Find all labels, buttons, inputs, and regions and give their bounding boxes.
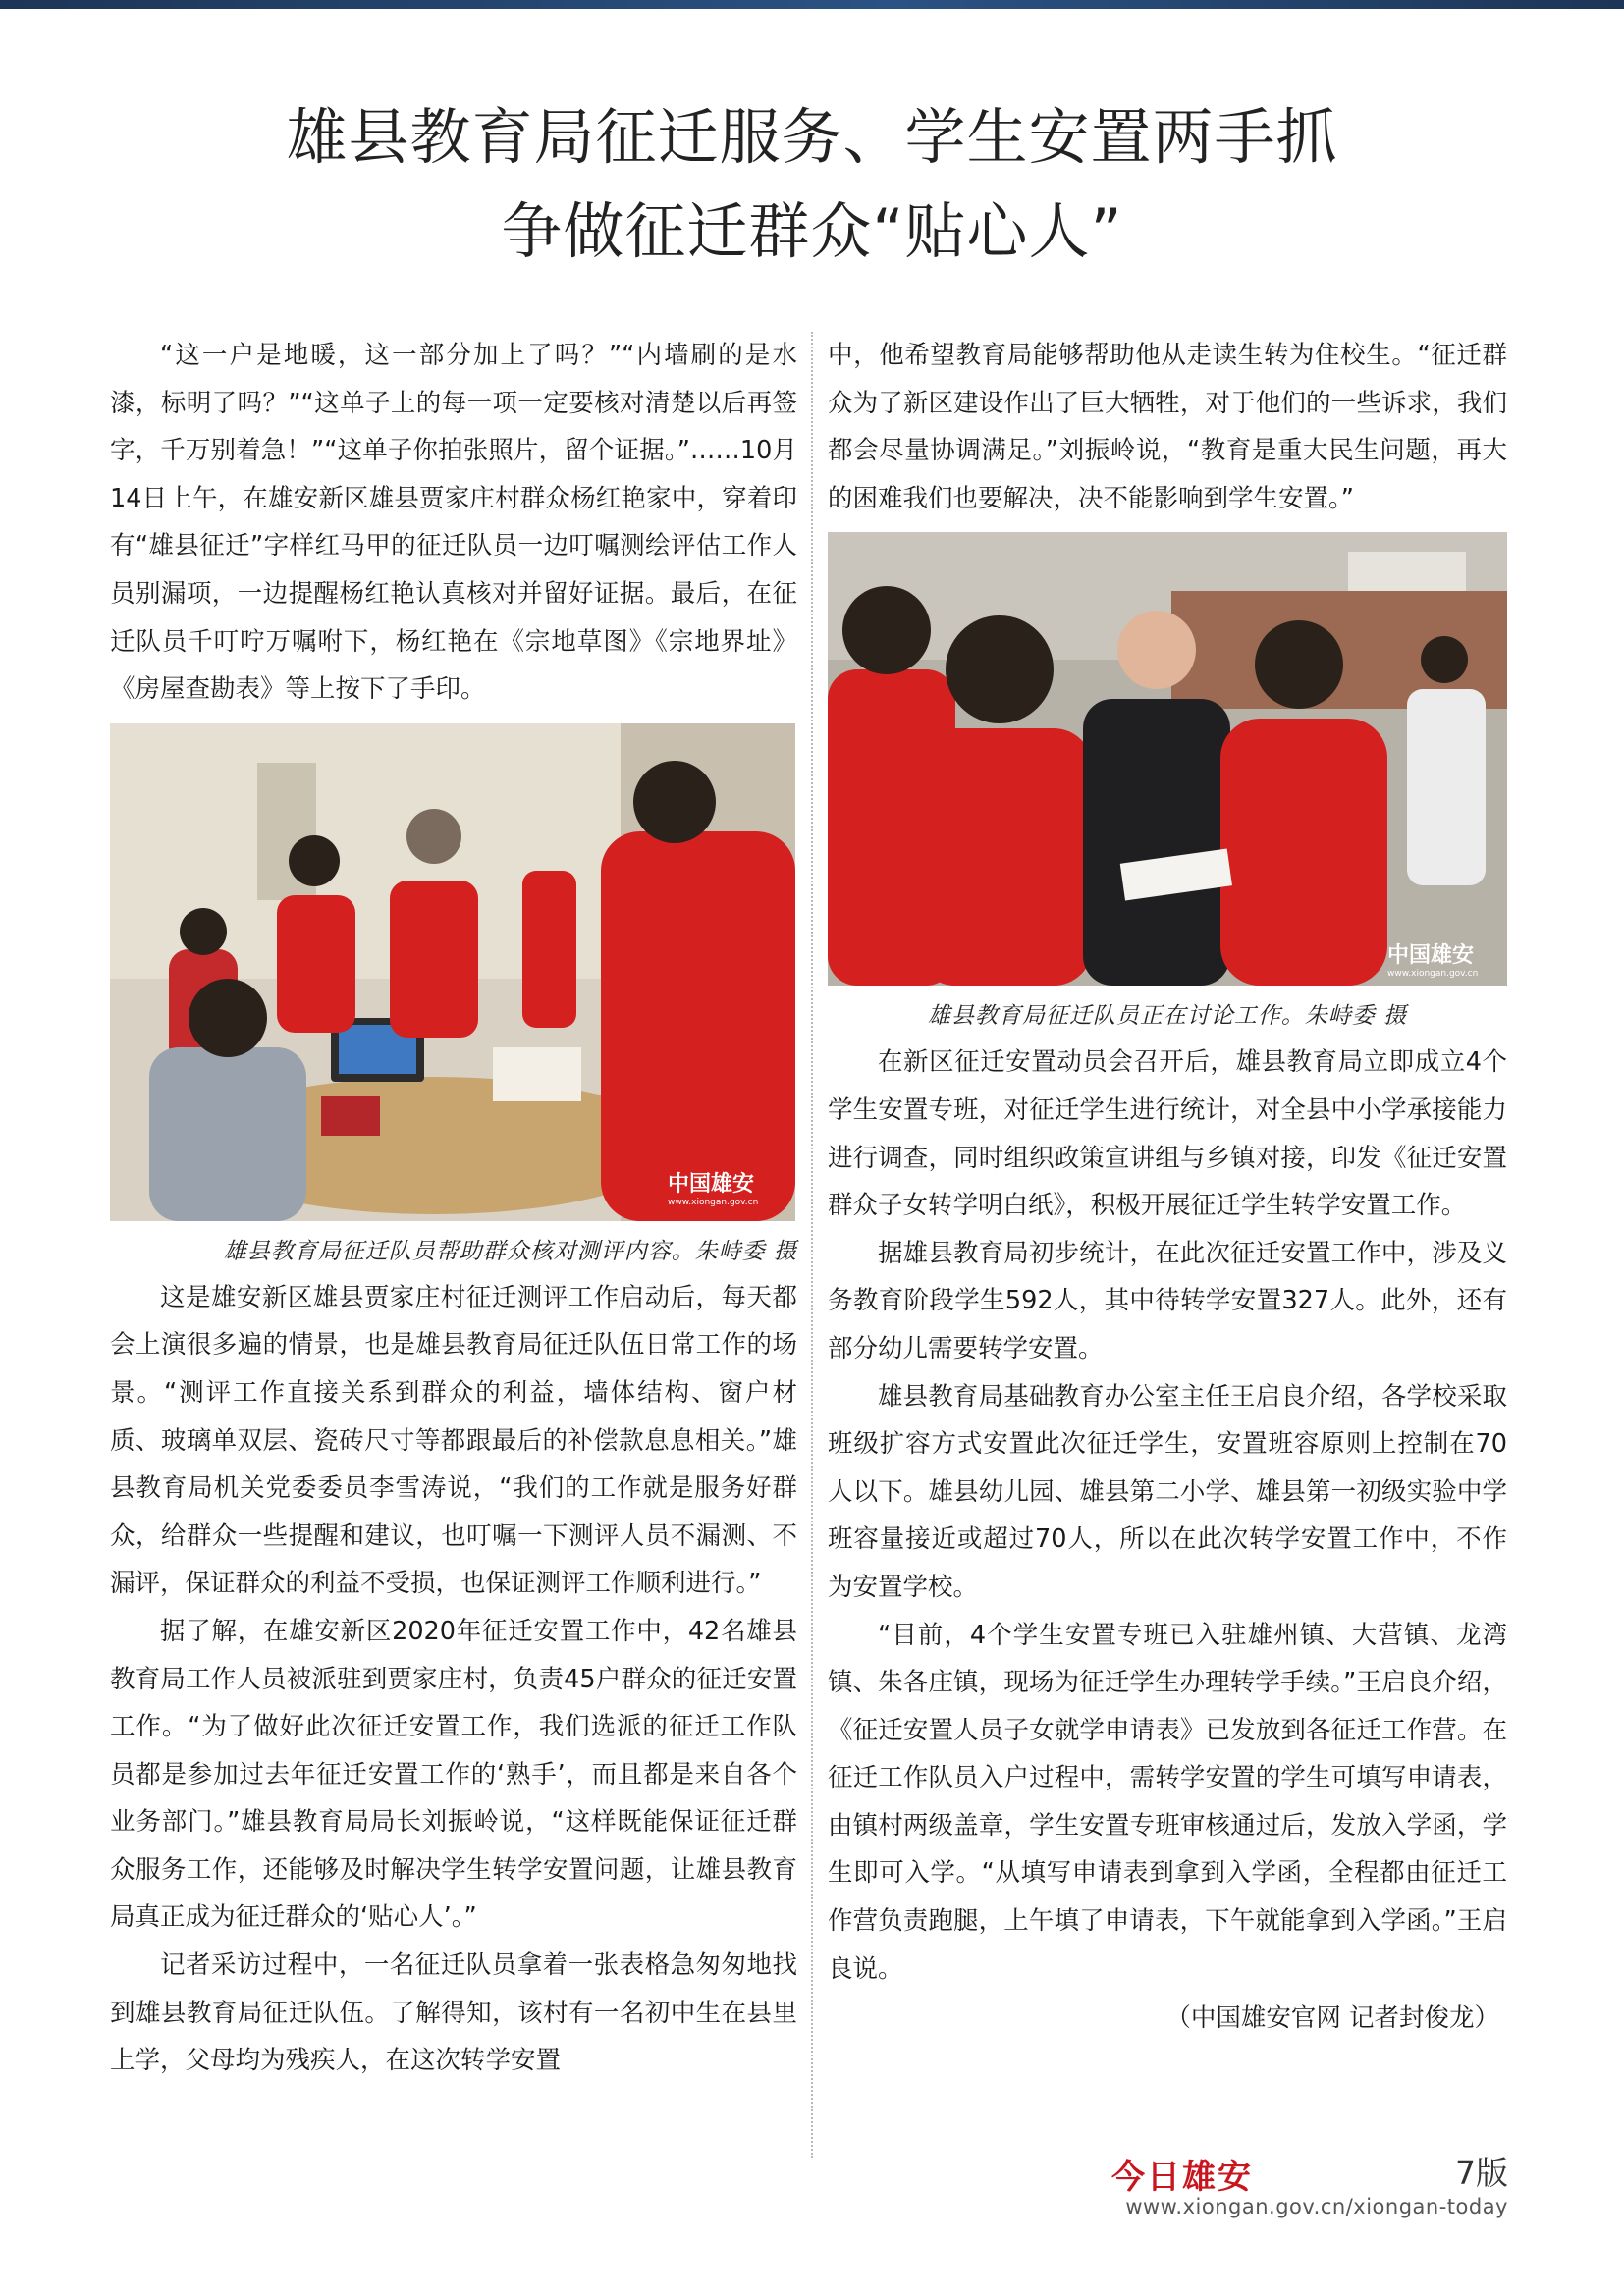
- left-column: [110, 332, 797, 2085]
- paragraph: 中，他希望教育局能够帮助他从走读生转为住校生。“征迁群众为了新区建设作出了巨大牺牲，对于他们的一些诉求，我们都会尽量协调满足。”刘振岭说，“教育是重大民生问题，再大的困难我们也要解决，决不能影响到学生安置。”: [828, 341, 1507, 513]
- title-line-2: 争做征迁群众“贴心人”: [501, 195, 1123, 267]
- footer-url: www.xiongan.gov.cn/xiongan-today: [1125, 2195, 1508, 2218]
- paragraph: “这一户是地暖，这一部分加上了吗？”“内墙刷的是水漆，标明了吗？”“这单子上的每一项一定要核对清楚以后再签字，千万别着急！”“这单子你拍张照片，留个证据。”……10月14日上午，在雄安新区雄县贾家庄村群众杨红艳家中，穿着印有“雄县征迁”字样红马甲的征迁队员一边叮嘱测绘评估工作人员别漏项，一边提醒杨红艳认真核对并留好证据。最后，在征迁队员千叮咛万嘱咐下，杨红艳在《宗地草图》《宗地界址》《房屋查勘表》等上按下了手印。: [110, 341, 797, 705]
- photo-caption: 雄县教育局征迁队员帮助群众核对测评内容。朱峙委 摄: [223, 1238, 797, 1264]
- paragraph: 据了解，在雄安新区2020年征迁安置工作中，42名雄县教育局工作人员被派驻到贾家庄村，负责45户群众的征迁安置工作。“为了做好此次征迁安置工作，我们选派的征迁工作队员都是参加过去年征迁安置工作的‘熟手’，而且都是来自各个业务部门。”雄县教育局局长刘振岭说，“这样既能保证征迁群众服务工作，还能够及时解决学生转学安置问题，让雄县教育局真正成为征迁群众的‘贴心人’。”: [110, 1616, 797, 1933]
- page-number: 7版: [1455, 2154, 1508, 2192]
- paragraph: “目前，4个学生安置专班已入驻雄州镇、大营镇、龙湾镇、朱各庄镇，现场为征迁学生办理转学手续。”王启良介绍，《征迁安置人员子女就学申请表》已发放到各征迁工作营。在征迁工作队员入户过程中，需转学安置的学生可填写申请表，由镇村两级盖章，学生安置专班审核通过后，发放入学函，学生即可入学。“从填写申请表到拿到入学函，全程都由征迁工作营负责跑腿，上午填了申请表，下午就能拿到入学函。”王启良说。: [828, 1620, 1507, 1984]
- watermark-logo: 中国雄安 www.xiongan.gov.cn: [1387, 942, 1479, 980]
- photo-caption: 雄县教育局征迁队员正在讨论工作。朱峙委 摄: [927, 1003, 1408, 1030]
- watermark-logo: 中国雄安 www.xiongan.gov.cn: [668, 1170, 759, 1207]
- top-color-bar: [0, 0, 1624, 9]
- paragraph: 在新区征迁安置动员会召开后，雄县教育局立即成立4个学生安置专班，对征迁学生进行统计，对全县中小学承接能力进行调查，同时组织政策宣讲组与乡镇对接，印发《征迁安置群众子女转学明白纸》，积极开展征迁学生转学安置工作。: [828, 1047, 1507, 1221]
- photo-illustration: [828, 532, 1507, 986]
- paragraph: 据雄县教育局初步统计，在此次征迁安置工作中，涉及义务教育阶段学生592人，其中待转学安置327人。此外，还有部分幼儿需要转学安置。: [828, 1238, 1507, 1363]
- paragraph: 这是雄安新区雄县贾家庄村征迁测评工作启动后，每天都会上演很多遍的情景，也是雄县教育局征迁队伍日常工作的场景。“测评工作直接关系到群众的利益，墙体结构、窗户材质、玻璃单双层、瓷砖尺寸等都跟最后的补偿款息息相关。”雄县教育局机关党委委员李雪涛说，“我们的工作就是服务好群众，给群众一些提醒和建议，也叮嘱一下测评人员不漏测、不漏评，保证群众的利益不受损，也保证测评工作顺利进行。”: [110, 1282, 797, 1599]
- photo-discussing-work: [828, 532, 1507, 986]
- article-title: [0, 90, 1624, 279]
- paragraph: 记者采访过程中，一名征迁队员拿着一张表格急匆匆地找到雄县教育局征迁队伍。了解得知，该村有一名初中生在县里上学，父母均为残疾人，在这次转学安置: [110, 1950, 797, 2076]
- photo-illustration: [110, 723, 795, 1221]
- footer-brand-logo: 今日雄安: [1111, 2158, 1253, 2197]
- right-column: [828, 332, 1507, 2043]
- photo-verifying-contents: [110, 723, 795, 1221]
- title-line-1: 雄县教育局征迁服务、学生安置两手抓: [286, 101, 1338, 173]
- column-divider: [811, 332, 813, 2158]
- byline: （中国雄安官网 记者封俊龙）: [1165, 2003, 1499, 2034]
- paragraph: 雄县教育局基础教育办公室主任王启良介绍，各学校采取班级扩容方式安置此次征迁学生，安置班容原则上控制在70人以下。雄县幼儿园、雄县第二小学、雄县第一初级实验中学班容量接近或超过70人，所以在此次转学安置工作中，不作为安置学校。: [828, 1381, 1507, 1602]
